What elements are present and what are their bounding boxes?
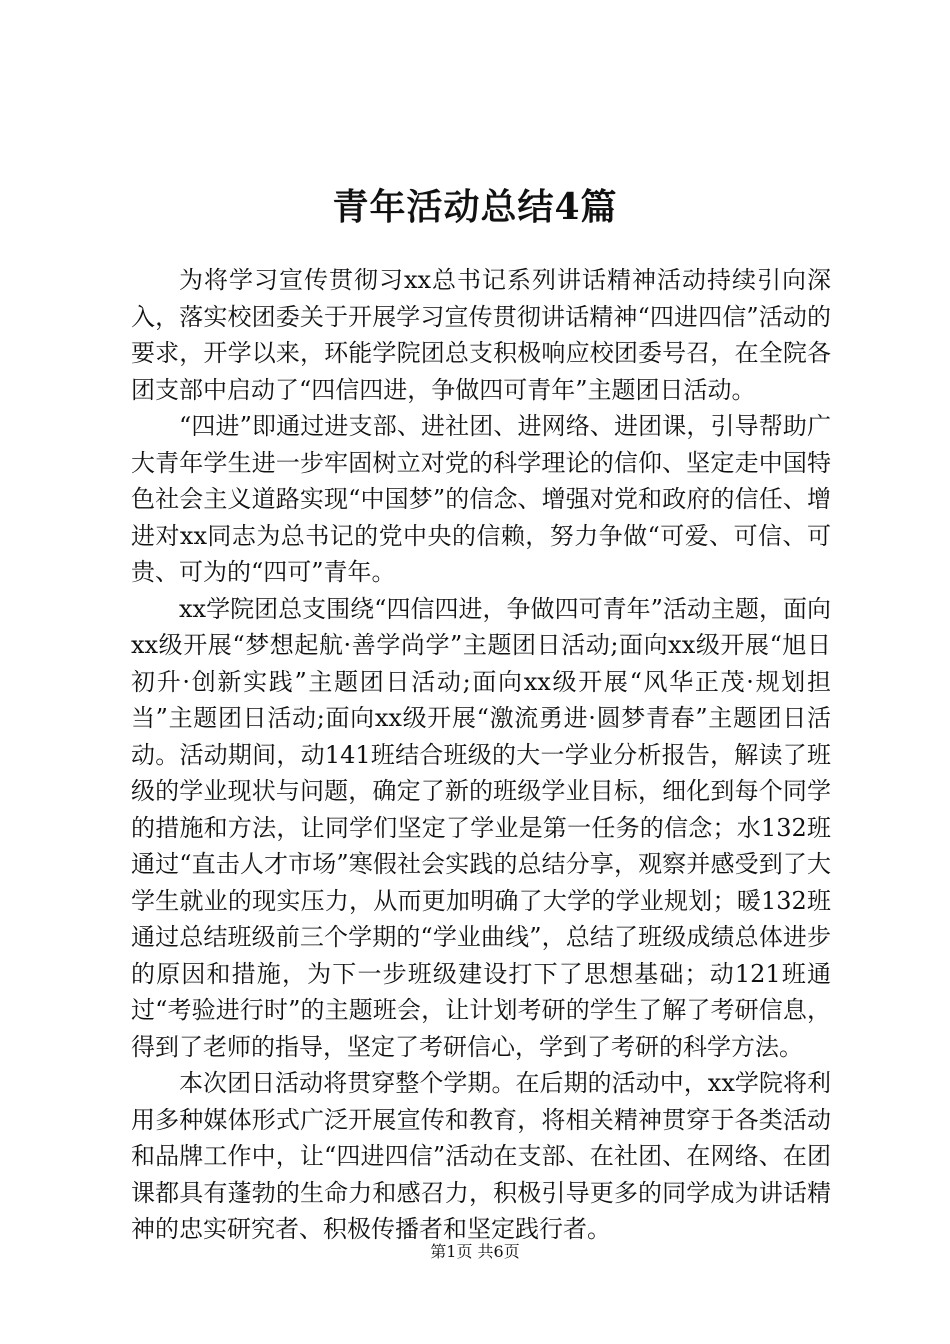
document-body — [131, 262, 831, 1248]
document-title: 青年活动总结4篇 — [332, 186, 618, 228]
paragraph-4: 本次团日活动将贯穿整个学期。在后期的活动中，xx学院将利用多种媒体形式广泛开展宣传和教育，将相关精神贯穿于各类活动和品牌工作中，让“四进四信”活动在支部、在社团、在网络、在团课都具有蓬勃的生命力和感召力，积极引导更多的同学成为讲话精神的忠实研究者、积极传播者和坚定践行者。 — [131, 1069, 831, 1243]
page-number-footer: 第1页 共6页 — [430, 1242, 520, 1261]
paragraph-3: xx学院团总支围绕“四信四进，争做四可青年”活动主题，面向xx级开展“梦想起航·善学尚学”主题团日活动;面向xx级开展“旭日初升·创新实践”主题团日活动;面向xx级开展“风华正茂·规划担当”主题团日活动;面向xx级开展“激流勇进·圆梦青春”主题团日活动。活动期间，动141班结合班级的大一学业分析报告，解读了班级的学业现状与问题，确定了新的班级学业目标，细化到每个同学的措施和方法，让同学们坚定了学业是第一任务的信念；水132班通过“直击人才市场”寒假社会实践的总结分享，观察并感受到了大学生就业的现实压力，从而更加明确了大学的学业规划；暖132班通过总结班级前三个学期的“学业曲线”，总结了班级成绩总体进步的原因和措施，为下一步班级建设打下了思想基础；动121班通过“考验进行时”的主题班会，让计划考研的学生了解了考研信息，得到了老师的指导，坚定了考研信心，学到了考研的科学方法。 — [131, 594, 831, 1061]
paragraph-2: “四进”即通过进支部、进社团、进网络、进团课，引导帮助广大青年学生进一步牢固树立对党的科学理论的信仰、坚定走中国特色社会主义道路实现“中国梦”的信念、增强对党和政府的信任、增进对xx同志为总书记的党中央的信赖，努力争做“可爱、可信、可贵、可为的“四可”青年。 — [131, 412, 831, 586]
paragraph-1: 为将学习宣传贯彻习xx总书记系列讲话精神活动持续引向深入，落实校团委关于开展学习宣传贯彻讲话精神“四进四信”活动的要求，开学以来，环能学院团总支积极响应校团委号召，在全院各团支部中启动了“四信四进，争做四可青年”主题团日活动。 — [131, 266, 831, 404]
